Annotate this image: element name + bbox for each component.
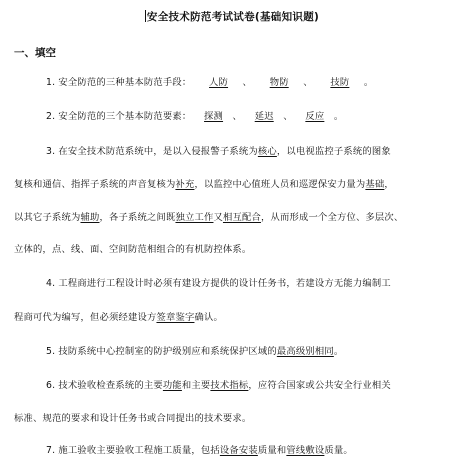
answer-7-2: 管线敷设 bbox=[286, 445, 325, 456]
question-1: 1. 安全防范的三种基本防范手段： 人防 、 物防 、 技防 。 bbox=[46, 74, 373, 88]
answer-1-1: 人防 bbox=[209, 77, 229, 88]
answer-2-3: 反应 bbox=[305, 111, 325, 122]
answer-5-1: 最高级别相同 bbox=[276, 346, 334, 357]
answer-3-5: 独立工作 bbox=[175, 212, 214, 223]
answer-3-4: 辅助 bbox=[80, 212, 100, 223]
answer-2-2: 延迟 bbox=[254, 111, 274, 122]
question-7: 7. 施工验收主要验收工程施工质量，包括设备安装质量和管线敷设质量。 bbox=[46, 445, 353, 456]
question-3-line-4: 立体的，点、线、面、空间防范相组合的有机防控体系。 bbox=[14, 244, 252, 255]
answer-3-1: 核心 bbox=[257, 146, 277, 157]
question-4-line-2: 程商可代为编写，但必须经建设方签章鉴字确认。 bbox=[14, 312, 223, 323]
document-title: 安全技术防范考试试卷(基础知识题) bbox=[146, 11, 320, 23]
question-2: 2. 安全防范的三个基本防范要素： 探测 、 延迟 、 反应 。 bbox=[46, 108, 343, 122]
answer-3-2: 补充 bbox=[175, 179, 195, 190]
answer-3-3: 基础 bbox=[365, 179, 385, 190]
answer-3-6: 相互配合 bbox=[222, 212, 261, 223]
question-6-line-2: 标准、规范的要求和设计任务书或合同提出的技术要求。 bbox=[14, 413, 252, 424]
section-heading: 一、填空 bbox=[14, 47, 56, 59]
answer-4-1: 签章鉴字 bbox=[156, 312, 195, 323]
question-6-line-1: 6. 技术验收检查系统的主要功能和主要技术指标，应符合国家或公共安全行业相关 bbox=[46, 380, 391, 391]
text-cursor bbox=[145, 10, 146, 22]
answer-2-1: 探测 bbox=[204, 111, 224, 122]
question-3-line-3: 以其它子系统为辅助，各子系统之间既独立工作又相互配合，从而形成一个全方位、多层次、 bbox=[14, 212, 404, 223]
question-4-line-1: 4. 工程商进行工程设计时必须有建设方提供的设计任务书，若建设方无能力编制工 bbox=[46, 278, 391, 289]
answer-6-1: 功能 bbox=[162, 380, 182, 391]
answer-1-2: 物防 bbox=[269, 77, 289, 88]
answer-1-3: 技防 bbox=[330, 77, 350, 88]
answer-7-1: 设备安装 bbox=[219, 445, 258, 456]
answer-6-2: 技术指标 bbox=[210, 380, 249, 391]
question-3-line-2: 复核和通信、指挥子系统的声音复核为补充，以监控中心值班人员和巡逻保安力量为基础， bbox=[14, 179, 394, 190]
question-3-line-1: 3. 在安全技术防范系统中，是以入侵报警子系统为核心，以电视监控子系统的图象 bbox=[46, 146, 391, 157]
question-5: 5. 技防系统中心控制室的防护级别应和系统保护区域的最高级别相同。 bbox=[46, 346, 344, 357]
